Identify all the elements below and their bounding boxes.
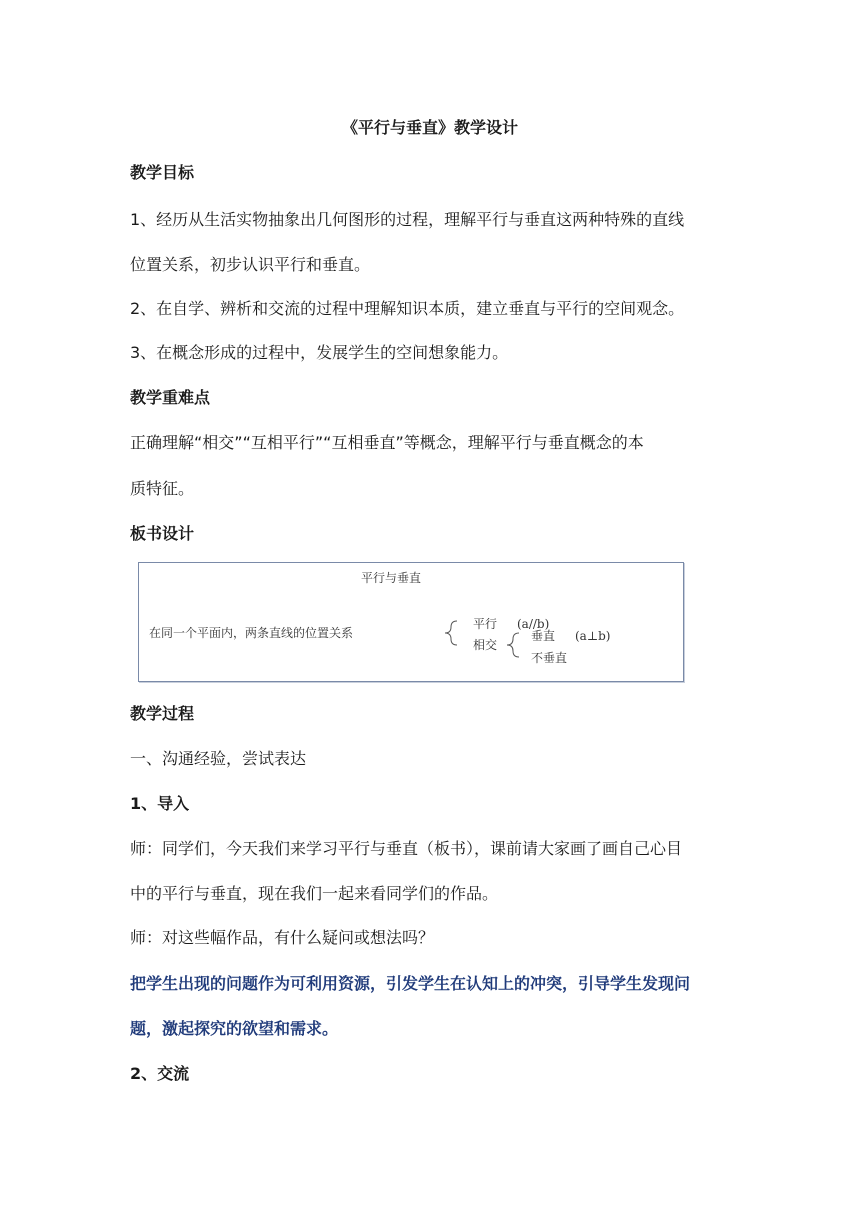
note-line2: 题，激起探究的欲望和需求。 (130, 1019, 339, 1038)
key-points-heading: 教学重难点 (130, 388, 211, 407)
teacher-1-line1: 师：同学们，今天我们来学习平行与垂直（板书），课前请大家画了画自己心目 (130, 839, 683, 858)
note-line1: 把学生出现的问题作为可利用资源，引发学生在认知上的冲突，引导学生发现问 (130, 974, 691, 993)
board-parallel-notation: (a//b) (517, 617, 550, 631)
teacher-2: 师：对这些幅作品，有什么疑问或想法吗？ (130, 928, 435, 947)
objectives-heading: 教学目标 (130, 163, 195, 182)
main-bracket-icon (445, 621, 457, 645)
document-title: 《平行与垂直》教学设计 (341, 118, 518, 137)
step-1-heading: 1、导入 (130, 794, 190, 813)
board-title: 平行与垂直 (361, 571, 422, 585)
step-2-heading: 2、交流 (130, 1064, 190, 1083)
key-points-line1: 正确理解“相交”“互相平行”“互相垂直”等概念，理解平行与垂直概念的本 (130, 433, 644, 452)
process-heading: 教学过程 (130, 704, 195, 723)
teacher-1-line2: 中的平行与垂直，现在我们一起来看同学们的作品。 (130, 884, 499, 903)
board-parallel: 平行 (473, 617, 498, 631)
board-premise: 在同一个平面内，两条直线的位置关系 (149, 626, 354, 640)
board-perpendicular-notation: (a⊥b) (575, 629, 611, 643)
objective-3: 3、在概念形成的过程中，发展学生的空间想象能力。 (130, 343, 509, 362)
objective-1-line1: 1、经历从生活实物抽象出几何图形的过程，理解平行与垂直这两种特殊的直线 (130, 210, 685, 229)
board-not-perpendicular: 不垂直 (531, 651, 568, 665)
part-one-heading: 一、沟通经验，尝试表达 (130, 749, 307, 768)
objective-2: 2、在自学、辨析和交流的过程中理解知识本质，建立垂直与平行的空间观念。 (130, 299, 685, 318)
key-points-line2: 质特征。 (130, 479, 195, 498)
sub-bracket-icon (507, 633, 519, 657)
board-heading: 板书设计 (130, 524, 195, 543)
objective-1-line2: 位置关系，初步认识平行和垂直。 (130, 255, 371, 274)
board-design-figure (138, 562, 684, 682)
board-perpendicular: 垂直 (531, 629, 556, 643)
board-intersect: 相交 (473, 638, 498, 652)
